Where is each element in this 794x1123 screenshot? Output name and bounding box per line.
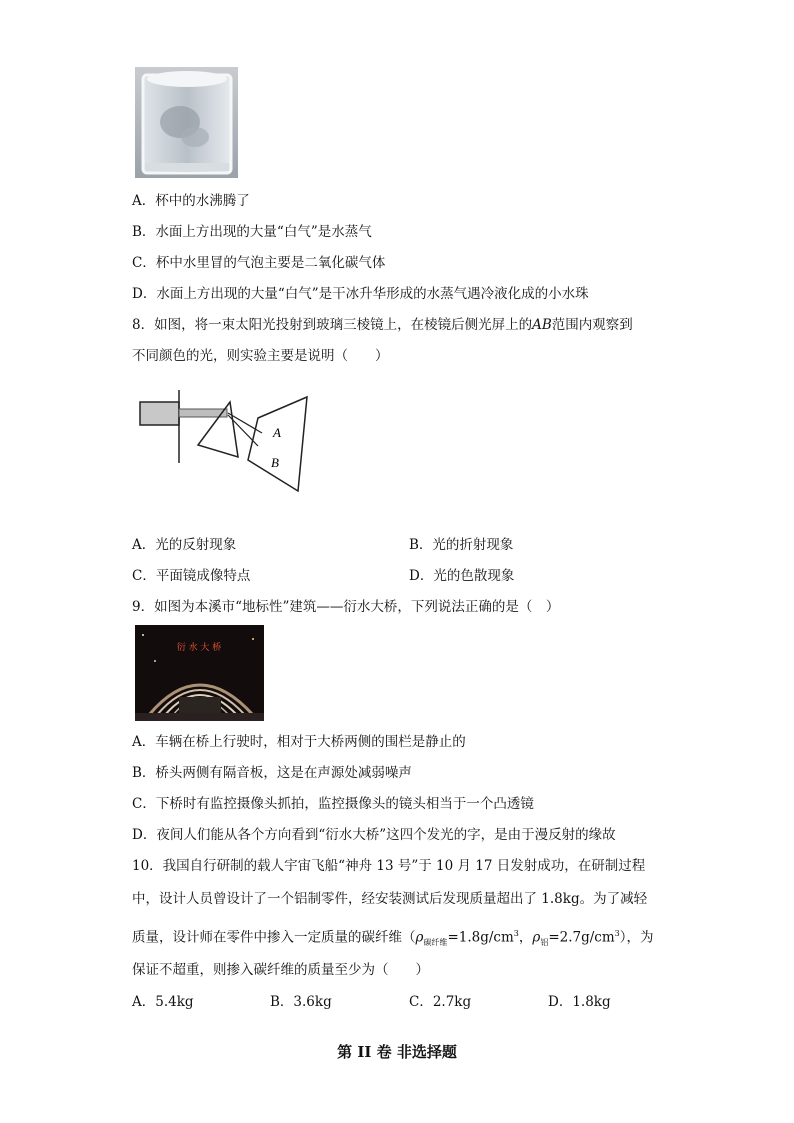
q10-stem-line4: 保证不超重，则掺入碳纤维的质量至少为（ ） — [132, 962, 429, 978]
q10-option-b: B．3.6kg — [270, 994, 332, 1010]
q8-stem-line1: 8．如图，将一束太阳光投射到玻璃三棱镜上，在棱镜后侧光屏上的AB范围内观察到 — [132, 317, 633, 333]
q10-stem-line2: 中，设计人员曾设计了一个铝制零件，经安装测试后发现质量超出了 1.8kg。为了减轻 — [132, 891, 648, 907]
prism-diagram — [130, 385, 330, 500]
q9-option-a: A．车辆在桥上行驶时，相对于大桥两侧的围栏是静止的 — [132, 734, 466, 750]
beaker-photo — [135, 67, 238, 178]
q10-option-d: D．1.8kg — [548, 994, 611, 1010]
q10-option-c: C．2.7kg — [409, 994, 472, 1010]
q8-option-a: A．光的反射现象 — [132, 537, 237, 553]
q10-option-a: A．5.4kg — [132, 994, 194, 1010]
light-source — [140, 402, 179, 425]
q8-stem-line2: 不同颜色的光，则实验主要是说明（ ） — [132, 348, 389, 364]
section-title: 第 II 卷 非选择题 — [337, 1043, 457, 1061]
label-b: B — [271, 455, 279, 470]
q9-option-b: B．桥头两侧有隔音板，这是在声源处减弱噪声 — [132, 765, 412, 781]
label-a: A — [273, 425, 281, 440]
q7-option-d: D．水面上方出现的大量“白气”是干冰升华形成的水蒸气遇冷液化成的小水珠 — [132, 286, 589, 302]
q9-option-d: D．夜间人们能从各个方向看到“衍水大桥”这四个发光的字，是由于漫反射的缘故 — [132, 827, 616, 843]
q9-stem: 9．如图为本溪市“地标性”建筑——衍水大桥，下列说法正确的是（ ） — [132, 599, 560, 615]
q9-option-c: C．下桥时有监控摄像头抓拍，监控摄像头的镜头相当于一个凸透镜 — [132, 796, 534, 812]
q7-option-a: A．杯中的水沸腾了 — [132, 193, 250, 209]
q8-option-c: C．平面镜成像特点 — [132, 568, 251, 584]
q8-option-d: D．光的色散现象 — [409, 568, 515, 584]
bridge-photo — [135, 625, 264, 721]
q10-stem-line3: 质量，设计师在零件中掺入一定质量的碳纤维（$\rho_{碳纤维}=1.8g/cm^3$，$\rho_铝=2.7g/cm^3$），为 — [132, 929, 654, 948]
q8-option-b: B．光的折射现象 — [409, 537, 514, 553]
q7-option-c: C．杯中水里冒的气泡主要是二氧化碳气体 — [132, 255, 386, 271]
q7-option-b: B．水面上方出现的大量“白气”是水蒸气 — [132, 224, 372, 240]
ray-b — [228, 415, 258, 446]
q10-stem-line1: 10．我国自行研制的载人宇宙飞船“神舟 13 号”于 10 月 17 日发射成功，在研制过程 — [132, 858, 646, 874]
bridge-sign-text: 衍 水 大 桥 — [176, 643, 222, 653]
